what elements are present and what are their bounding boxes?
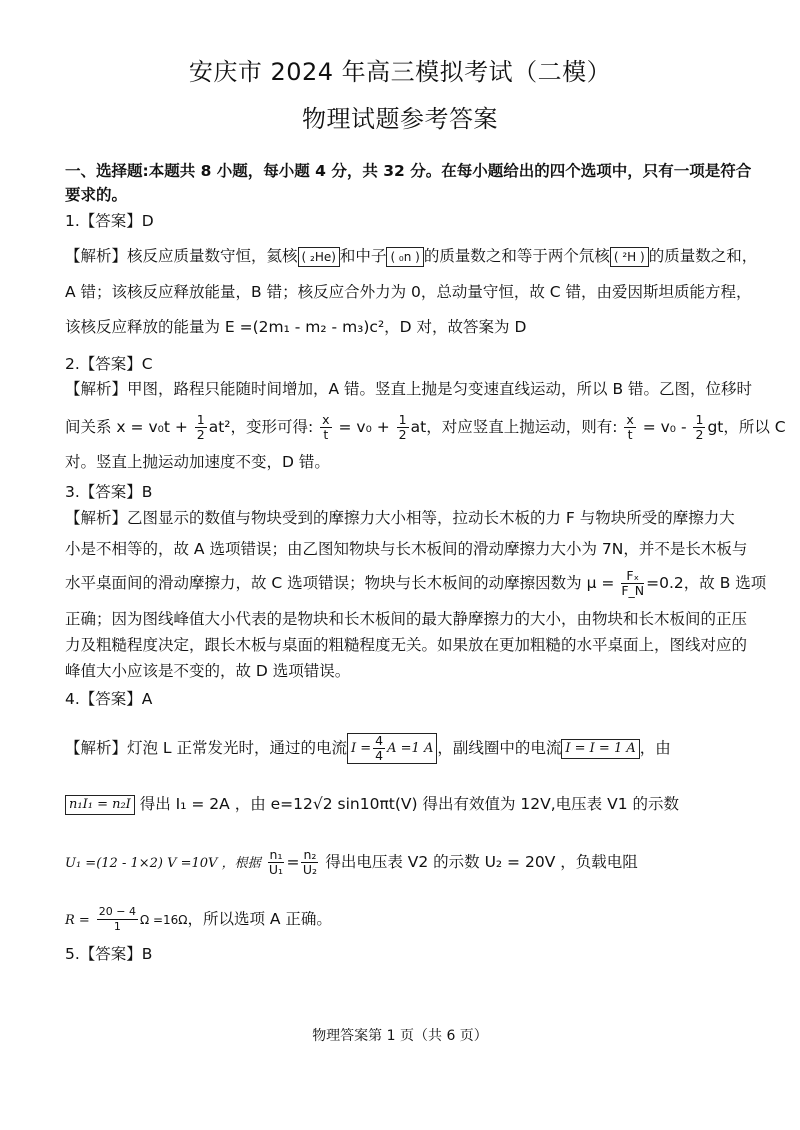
fraction-denominator: U₁ [268,862,284,877]
fraction-4-over-4 [373,734,385,763]
q3-analysis-line4: 正确；因为图线峰值大小代表的是物块和长木板间的最大静摩擦力的大小，由物块和长木板间的正压 [65,610,748,628]
neutron-box: ( ₀n ) [386,247,423,267]
q2-text-5: = v₀ - [642,418,687,436]
deuterium-box: ( ²H ) [610,247,649,267]
q1-analysis-prefix: 【解析】核反应质量数守恒，氦核 [65,247,298,265]
helium-nucleus-box: ( ₂He) [298,247,340,267]
q4-text-1: 【解析】灯泡 L 正常发光时，通过的电流 [65,739,347,757]
q4-text-6: 得出电压表 V2 的示数 U₂ = 20V ，负载电阻 [325,853,638,871]
fraction-n1-over-u1 [268,848,285,877]
fraction-resistance [97,905,138,934]
fraction-denominator: F_N [621,583,645,598]
fraction-numerator: x [322,412,330,427]
fraction-denominator: 4 [375,748,384,763]
fraction-numerator: 1 [196,412,205,427]
q4-text-3: ，由 [639,739,671,757]
fraction-half [693,413,705,442]
q2-text-3: = v₀ + [338,418,390,436]
q2-analysis-line2 [65,413,786,442]
q3-analysis-line3 [65,569,766,598]
q3-analysis-line6: 峰值大小应该是不变的，故 D 选项错误。 [65,662,351,680]
q2-answer: 2.【答案】C [65,355,153,373]
q3-analysis-line1: 【解析】乙图显示的数值与物块受到的摩擦力大小相等，拉动长木板的力 F 与物块所受的摩擦力大 [65,509,735,527]
q4-analysis-line1 [65,733,671,764]
q2-text-1: 间关系 x = v₀t + [65,418,188,436]
q1-answer: 1.【答案】D [65,212,154,230]
q2-analysis-line3: 对。竖直上抛运动加速度不变，D 错。 [65,453,330,471]
fraction-denominator: t [627,427,633,442]
fraction-n2-over-u2 [301,848,318,877]
fraction-denominator: 2 [695,427,704,442]
q3-text-2: =0.2，故 B 选项 [646,574,767,592]
q4-analysis-line4 [65,905,332,934]
fraction-denominator: U₂ [302,862,317,877]
q3-analysis-line5: 力及粗糙程度决定，跟长木板与桌面的粗糙程度无关。如果放在更加粗糙的水平桌面上，图线对应的 [65,636,748,654]
q1-analysis-line3: 该核反应释放的能量为 E =(2m₁ - m₂ - m₃)c²，D 对，故答案为 D [65,318,527,336]
q2-analysis-line1: 【解析】甲图，路程只能随时间增加，A 错。竖直上抛是匀变速直线运动，所以 B 错。乙图，位移时 [65,380,753,398]
q4-text-2: ，副线圈中的电流 [437,739,562,757]
q2-text-6: gt，所以 C [707,418,786,436]
q2-text-4: at，对应竖直上抛运动，则有: [410,418,618,436]
page-footer: 物理答案第 1 页（共 6 页） [312,1028,488,1044]
q2-text-2: at²，变形可得: [208,418,314,436]
fraction-numerator: 20 − 4 [98,905,136,918]
fraction-half [397,413,409,442]
page-subtitle: 物理试题参考答案 [302,105,498,133]
q3-analysis-line2: 小是不相等的，故 A 选项错误；由乙图知物块与长木板间的滑动摩擦力大小为 7N，并不是长木板与 [65,540,748,558]
fraction-half [195,413,207,442]
fraction-denominator: 2 [398,427,407,442]
fraction-denominator: 1 [113,920,121,933]
fraction-numerator: 1 [398,412,407,427]
fraction-numerator: x [626,412,634,427]
q3-answer: 3.【答案】B [65,483,153,501]
fraction-numerator: n₁ [269,847,283,862]
fraction-denominator: 2 [196,427,205,442]
q4-analysis-line2 [65,793,679,815]
q5-answer: 5.【答案】B [65,945,153,963]
q1-analysis-mid2: 的质量数之和等于两个氘核 [423,247,610,265]
fraction-friction-coefficient [621,569,644,598]
current-symbol: I = [351,741,372,756]
section-heading-cont: 要求的。 [65,186,128,204]
fraction-numerator: n₂ [303,847,317,862]
resistance-symbol: R = [65,913,90,928]
fraction-denominator: t [323,427,329,442]
q4-answer: 4.【答案】A [65,690,153,708]
q4-text-5: U₁ =(12 - 1×2) V =10V ，根据 [65,856,261,871]
turns-current-box: n₁I₁ = n₂I [65,795,135,815]
q4-text-7: ，所以选项 A 正确。 [187,910,332,928]
q1-analysis-mid1: 和中子 [339,247,387,265]
lamp-current-box [347,733,437,764]
q4-text-4: 得出 I₁ = 2A ，由 e=12√2 sin10πt(V) 得出有效值为 12V,电压表 V1 的示数 [139,795,679,813]
q1-analysis-line1 [65,245,757,267]
current-value: A =1 A [387,741,434,756]
secondary-current-box: I = I = 1 A [561,739,639,759]
q4-analysis-line3 [65,848,638,877]
equals-sign: = [286,853,300,871]
fraction-x-over-t [320,413,331,442]
fraction-numerator: 1 [695,412,704,427]
q3-text-1: 水平桌面间的滑动摩擦力，故 C 选项错误；物块与长木板间的动摩擦因数为 μ = [65,574,615,592]
fraction-numerator: 4 [375,733,384,748]
q1-analysis-line2: A 错；该核反应释放能量，B 错；核反应合外力为 0，总动量守恒，故 C 错，由爱因斯坦质能方程， [65,283,752,301]
fraction-x-over-t [624,413,635,442]
section-heading: 一、选择题:本题共 8 小题，每小题 4 分，共 32 分。在每小题给出的四个选项中，只有一项是符合 [65,162,752,180]
resistance-value: Ω =16Ω [139,913,188,927]
q1-analysis-suffix: 的质量数之和， [648,247,758,265]
fraction-numerator: Fₓ [621,569,644,584]
page-title: 安庆市 2024 年高三模拟考试（二模） [188,58,612,86]
